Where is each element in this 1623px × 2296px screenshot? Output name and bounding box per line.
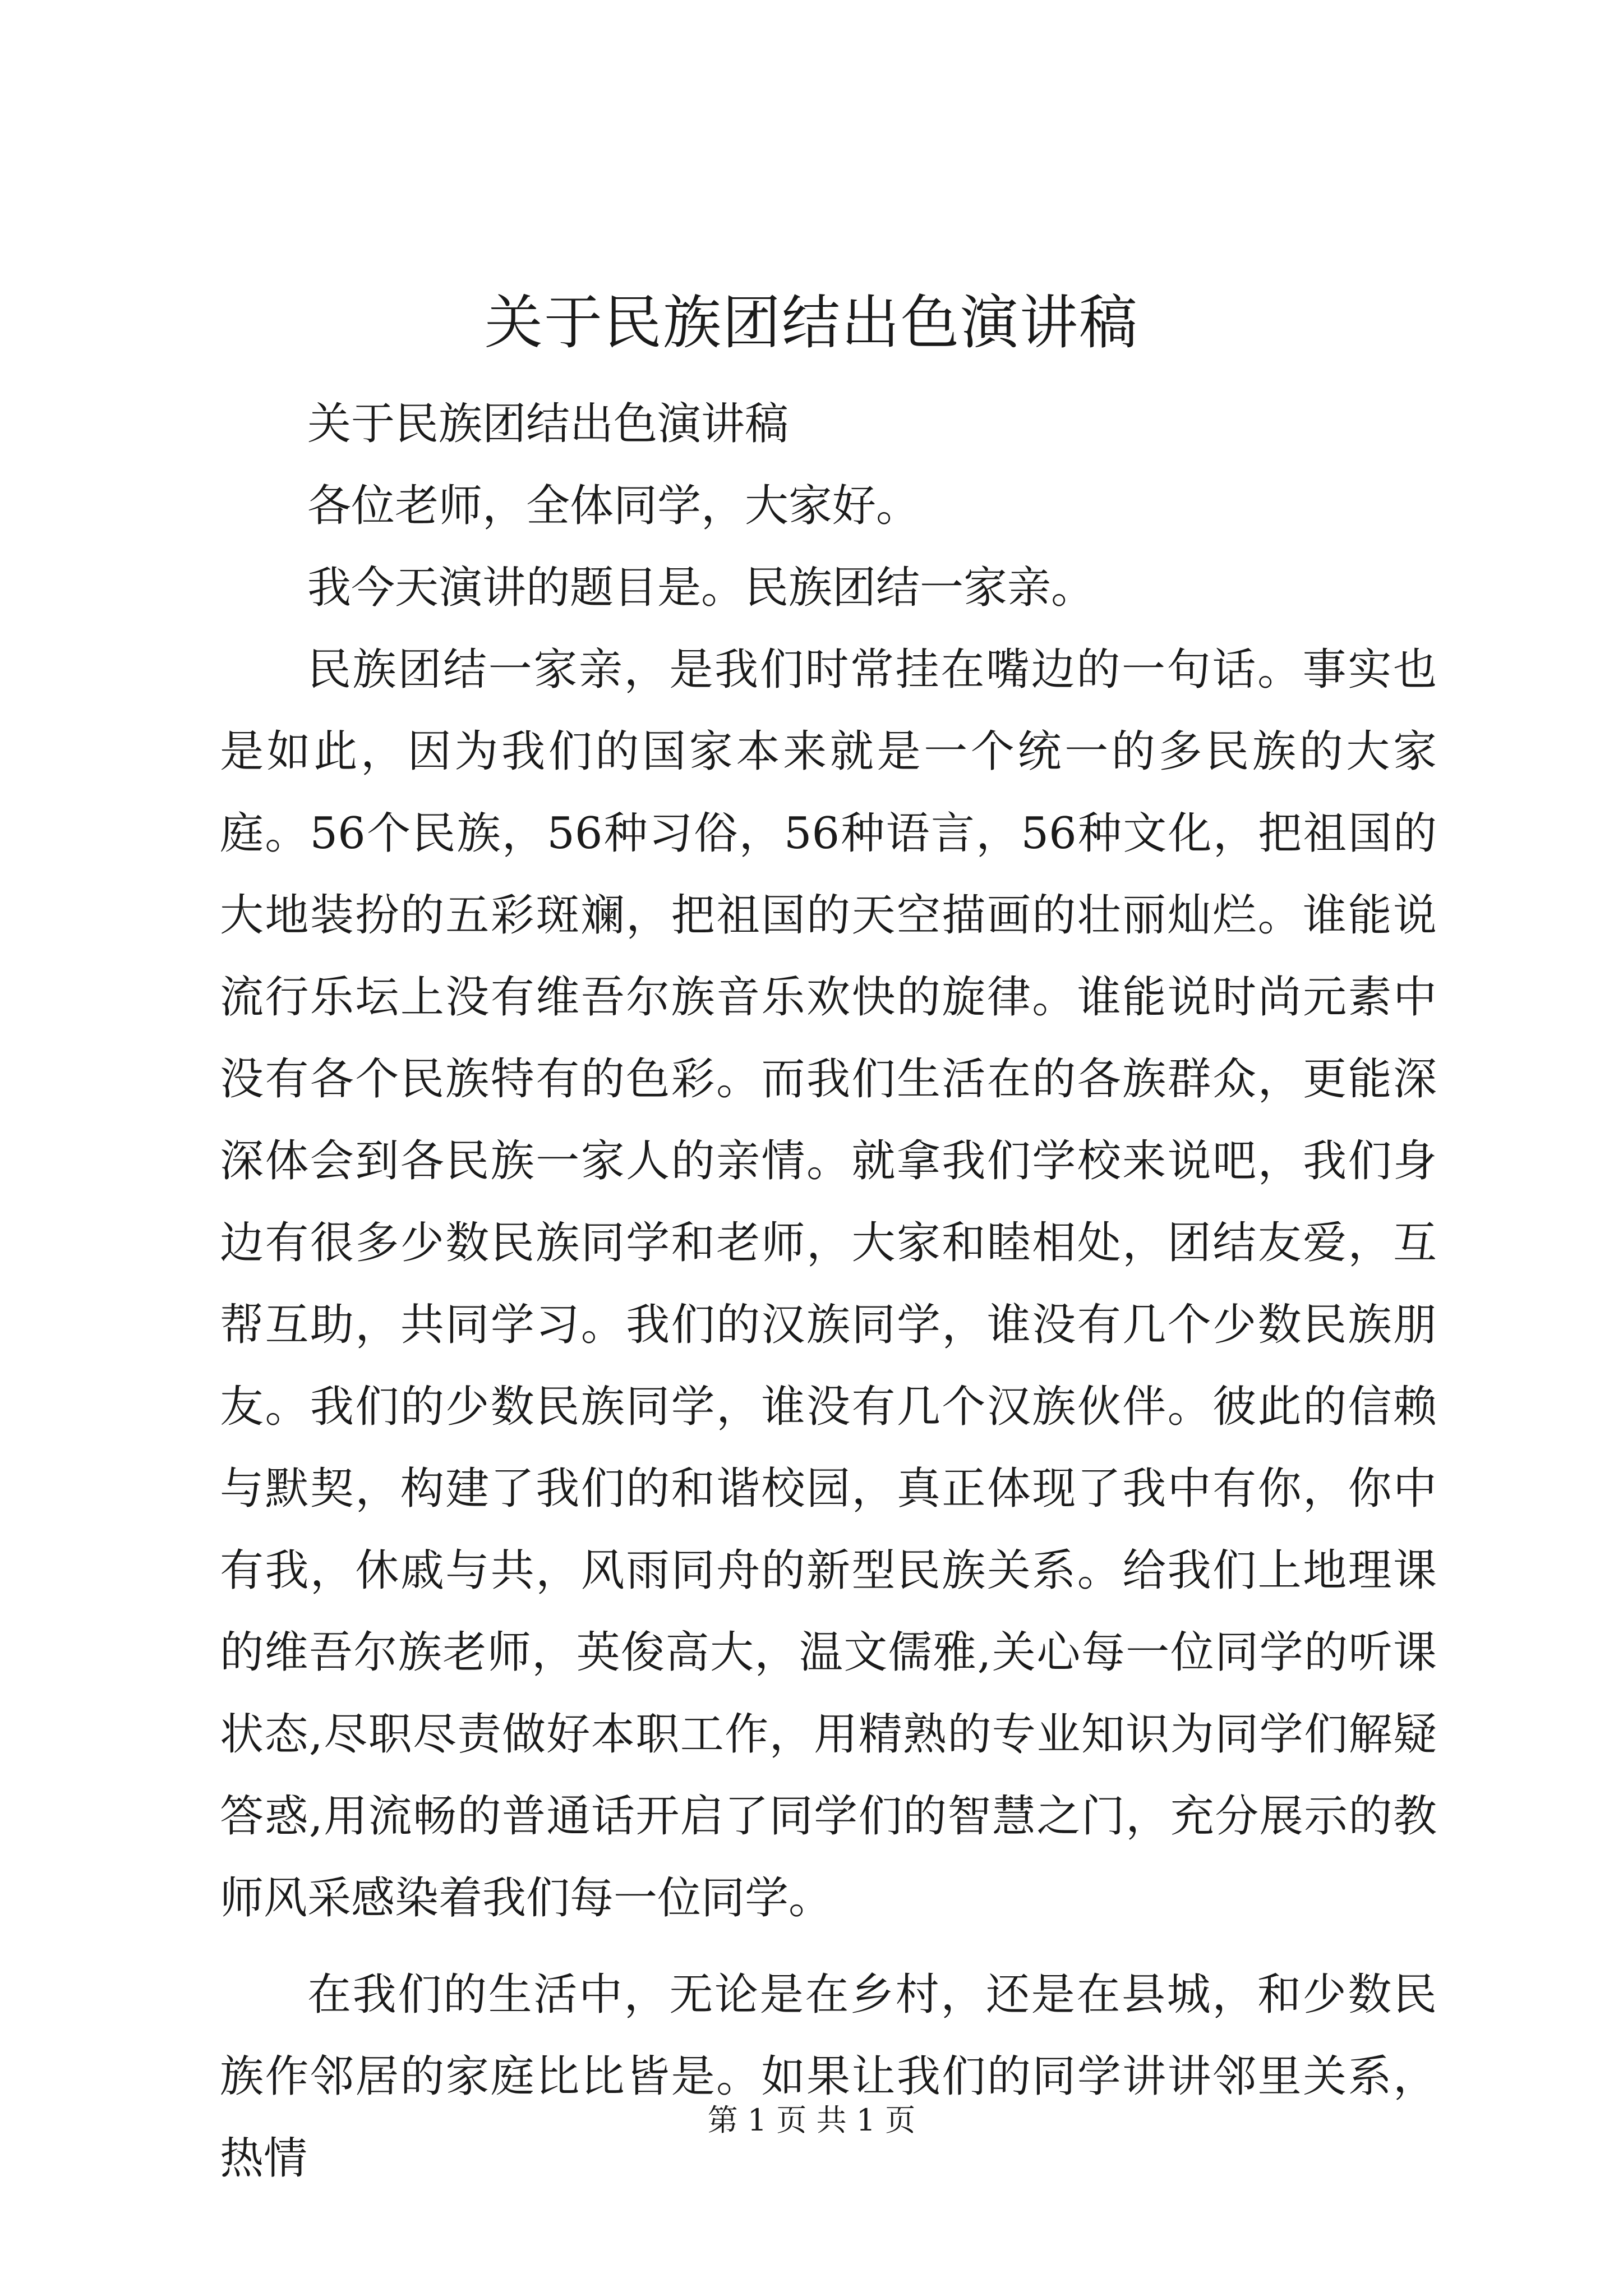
body-paragraph-main: 民族团结一家亲，是我们时常挂在嘴边的一句话。事实也是如此，因为我们的国家本来就是一个统一的多民族的大家庭。56个民族，56种习俗，56种语言，56种文化，把祖国的大地装扮的五彩斑斓，把祖国的天空描画的壮丽灿烂。谁能说流行乐坛上没有维吾尔族音乐欢快的旋律。谁能说时尚元素中没有各个民族特有的色彩。而我们生活在的各族群众，更能深深体会到各民族一家人的亲情。就拿我们学校来说吧，我们身边有很多少数民族同学和老师，大家和睦相处，团结友爱，互帮互助，共同学习。我们的汉族同学，谁没有几个少数民族朋友。我们的少数民族同学，谁没有几个汉族伙伴。彼此的信赖与默契，构建了我们的和谐校园，真正体现了我中有你，你中有我，休戚与共，风雨同舟的新型民族关系。给我们上地理课的维吾尔族老师，英俊高大，温文儒雅,关心每一位同学的听课状态,尽职尽责做好本职工作，用精熟的专业知识为同学们解疑答惑,用流畅的普通话开启了同学们的智慧之门，充分展示的教师风采感染着我们每一位同学。 (220, 645, 1437, 1924)
page-footer: 第 1 页 共 1 页 (707, 2102, 916, 2138)
document-title: 关于民族团结出色演讲稿 (484, 288, 1138, 357)
body-paragraph-neighbors: 在我们的生活中，无论是在乡村，还是在县城，和少数民族作邻居的家庭比比皆是。如果让我们的同学讲讲邻里关系，热情 (220, 1970, 1437, 2184)
body-paragraph-heading: 关于民族团结出色演讲稿 (307, 399, 789, 449)
body-paragraph-topic: 我今天演讲的题目是。民族团结一家亲。 (307, 563, 1095, 613)
body-paragraph-greeting: 各位老师，全体同学，大家好。 (307, 481, 920, 531)
document-body (220, 383, 1437, 2200)
